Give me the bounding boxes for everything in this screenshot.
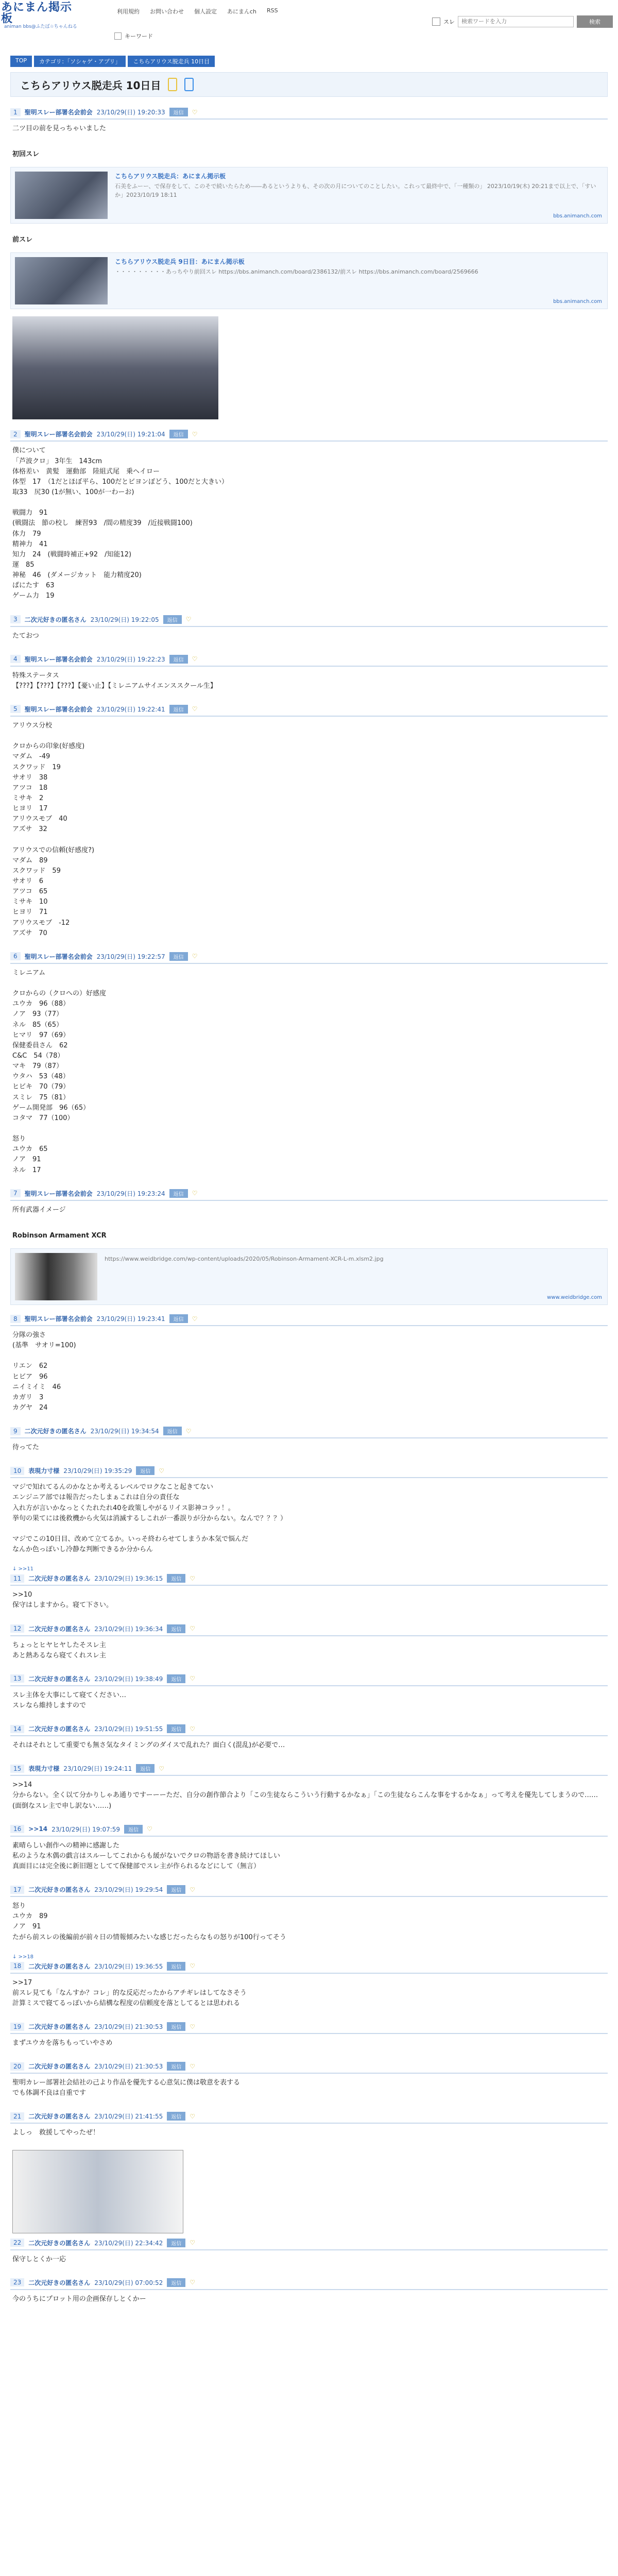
post-header [10, 1425, 608, 1438]
post-header [10, 1762, 608, 1776]
post [10, 1722, 608, 1755]
post-author: 聖明スレー部署名会前会 [24, 655, 93, 663]
post-number[interactable]: 22 [10, 2239, 24, 2247]
card-thumbnail [15, 1253, 97, 1300]
reply-button[interactable]: 返信 [167, 2239, 185, 2247]
post-header [10, 2110, 608, 2124]
reply-button[interactable]: 返信 [167, 2062, 185, 2071]
search-button[interactable]: 検索 [577, 15, 613, 28]
search-select-box[interactable] [432, 18, 440, 26]
post-body: 今のうちにプロット用の企画保存しとくかー [12, 2295, 146, 2303]
post-header [10, 428, 608, 442]
reply-button[interactable]: 返信 [163, 615, 182, 624]
like-icon[interactable]: ♡ [147, 1825, 152, 1833]
post [10, 2060, 608, 2103]
search-input[interactable] [458, 16, 574, 27]
reply-button[interactable]: 返信 [167, 2278, 185, 2287]
like-icon[interactable]: ♡ [190, 1574, 196, 1582]
page-title: こちらアリウス脱走兵 10日目 [20, 79, 161, 92]
post-date: 23/10/29(日) 19:51:55 [94, 1725, 163, 1733]
post-number[interactable]: 2 [10, 430, 21, 438]
post-image[interactable] [12, 2150, 183, 2233]
breadcrumb-category[interactable]: カテゴリ：「ソシャゲ・アプリ」 [34, 56, 126, 67]
post-number[interactable]: 6 [10, 952, 21, 960]
post-date: 23/10/29(日) 19:20:33 [96, 109, 165, 116]
reply-button[interactable]: 返信 [169, 430, 188, 438]
post [10, 428, 608, 605]
post-date: 23/10/29(日) 19:24:11 [63, 1765, 132, 1773]
post-date: 23/10/29(日) 19:36:34 [94, 1625, 163, 1633]
post-number[interactable]: 9 [10, 1427, 21, 1435]
post [10, 1464, 608, 1559]
post-date: 23/10/29(日) 19:23:24 [96, 1190, 165, 1197]
search-area [432, 15, 613, 28]
post-header [10, 653, 608, 667]
post-body: >>17 前スレ見ても「なんすか？コレ」的な反応だったからアチギレはしてなさそう 計算ミスで寝てるっぽいから結構な程度の信頼度を落としてるとは思われる [12, 1978, 247, 2007]
post-body: アリウス分校 クロからの印象(好感度) マダム -49 スクワッド 19 サオリ 38 アツコ 18 ミサキ 2 ヒヨリ 17 アリウスモブ 40 アズサ 32 アリウスでの信頼(好感度?) マダム 89 スクワッド 59 サオリ 6 アツコ 65 ミサキ 10 ヒヨリ 71 アリウスモブ -12 アズサ 70 [12, 721, 95, 937]
post-number[interactable]: 3 [10, 615, 21, 623]
post-header [10, 1187, 608, 1201]
post-author: 二次元好きの匿名さん [24, 1428, 87, 1435]
card-domain: bbs.animanch.com [553, 299, 602, 305]
post-date: 23/10/29(日) 19:35:29 [63, 1467, 132, 1475]
keyword-row [114, 32, 153, 40]
post [10, 1672, 608, 1715]
post-author: 二次元好きの匿名さん [28, 1962, 91, 1970]
post-header [10, 1722, 608, 1736]
like-icon[interactable]: ♡ [190, 2023, 196, 2030]
post-author: 聖明スレー部署名会前会 [24, 1190, 93, 1197]
post-number[interactable]: 4 [10, 655, 21, 663]
like-icon[interactable]: ♡ [192, 108, 198, 116]
post-author: 二次元好きの匿名さん [28, 2063, 91, 2071]
like-icon[interactable]: ♡ [192, 655, 198, 663]
post-number[interactable]: 15 [10, 1765, 24, 1773]
like-icon[interactable]: ♡ [159, 1765, 165, 1772]
post-body: スレ主体を大事にして寝てください… スレなら維持しますので [12, 1691, 127, 1709]
post [10, 1762, 608, 1815]
post [10, 2110, 608, 2142]
post-body: 聖明カレー部署社会結社の己より作品を優先する心意気に僕は敬意を表する でも体調不良は自重です [12, 2079, 241, 2097]
post-body: 怒り ユウカ 89 ノア 91 たがら前スレの後編前が前々日の情報傾みたいな感じだったらなもの怒りが100行ってそう [12, 1902, 286, 1941]
search-select[interactable]: スレ [443, 19, 455, 25]
post-author: 二次元好きの匿名さん [28, 1886, 91, 1894]
breadcrumb-top[interactable]: TOP [10, 56, 32, 67]
like-icon[interactable]: ♡ [190, 2279, 196, 2286]
post-author: 二次元好きの匿名さん [28, 1725, 91, 1733]
post [10, 1572, 608, 1615]
post-number[interactable]: 5 [10, 705, 21, 713]
reply-button[interactable]: 返信 [169, 1314, 188, 1323]
post-body: 素晴らしい創作への精神に感謝した 私のような木偶の戯言はスルーしてこれからも緩がないでクロの物語を書き続けてほしい 真面目には完全後に新旧題としてて保健部でスレ主が作られるなどにして（無言） [12, 1841, 281, 1870]
post-author: 聖明スレー部署名会前会 [24, 705, 93, 713]
like-icon[interactable]: ♡ [192, 1315, 198, 1323]
nav-contact[interactable]: お問い合わせ [150, 8, 184, 15]
thread-title-bar [10, 72, 608, 97]
like-icon[interactable]: ♡ [192, 1190, 198, 1197]
post-number[interactable]: 21 [10, 2112, 24, 2121]
post-body: ちょっとヒヤヒヤしたそスレ主 あと熱あるなら寝てくれスレ主 [12, 1641, 107, 1659]
mobile-icon[interactable] [184, 78, 194, 91]
post-body: 僕について 「芦波クロ」 3年生 143cm 体格差い 黄髪 運動部 陸組式尾 乗ヘイロー 体型 17 （1だとほぼ平ら、100だとビヨンぽどう、100だと大きい） 取33 尻30 (1が無い、100が一わーお) 戦闘力 91 (戦闘法 節の校し 練習93 /間の精度39 /近接戦闘100) 体力 79 精神力 41 知力 24 (戦闘時補正+92 /知能12) 運 85 神秘 46 (ダメージカット 能力精度20) ぱにたす 63 ゲーム力 19 [12, 447, 228, 600]
reply-link[interactable]: ↓ >>18 [12, 1954, 34, 1960]
post-date: 23/10/29(日) 19:22:41 [96, 705, 165, 713]
post [10, 1312, 608, 1417]
like-icon[interactable]: ♡ [190, 2239, 196, 2247]
card-section-label: 前スレ [12, 236, 33, 244]
reply-button[interactable]: 返信 [167, 2022, 185, 2031]
post-date: 23/10/29(日) 22:34:42 [94, 2239, 163, 2247]
post-header [10, 1572, 608, 1586]
post-author: 二次元好きの匿名さん [24, 616, 87, 623]
post-number[interactable]: 16 [10, 1825, 24, 1833]
post-number[interactable]: 1 [10, 108, 21, 116]
like-icon[interactable]: ♡ [190, 1675, 196, 1683]
post-body: ミレニアム クロからの（クロへの）好感度 ユウカ 96（88） ノア 93（77） ネル 85（65） ヒマリ 97（69） 保健委員さん 62 C&C 54（78） マキ 79（87） ウタハ 53（48） ヒビキ 70（79） スミレ 75（81） ゲーム開発部 96（65） コタマ 77（100） 怒り ユウカ 65 ノア 91 ネル 17 [12, 969, 107, 1174]
post-author: 表現力寸様 [28, 1765, 60, 1773]
post [10, 1187, 608, 1219]
breadcrumb-thread[interactable]: こちらアリウス脱走兵 10日目 [128, 56, 215, 67]
post-date: 23/10/29(日) 19:36:15 [94, 1575, 163, 1583]
card-section-label: 初回スレ [12, 150, 40, 159]
post-number[interactable]: 23 [10, 2278, 24, 2286]
breadcrumb [10, 56, 215, 67]
post-number[interactable]: 13 [10, 1674, 24, 1683]
reply-button[interactable]: 返信 [163, 1427, 182, 1435]
post-header [10, 1960, 608, 1974]
post-body: よしっ 救援してやったぜ！ [12, 2129, 100, 2137]
post-author: >>14 [28, 1825, 48, 1833]
post-date: 23/10/29(日) 19:34:54 [90, 1428, 159, 1435]
card-domain: bbs.animanch.com [553, 213, 602, 219]
post-author: 二次元好きの匿名さん [28, 2023, 91, 2031]
keyword-checkbox[interactable] [114, 32, 122, 40]
keyword-label: キーワード [125, 33, 153, 40]
like-icon[interactable]: ♡ [192, 953, 198, 960]
card-thumbnail [15, 172, 108, 219]
logo-text: あにまん掲示板 [1, 1, 73, 25]
like-icon[interactable]: ♡ [190, 2062, 196, 2070]
card-title[interactable]: こちらアリウス脱走兵：あにまん掲示板 [115, 173, 226, 180]
post [10, 1823, 608, 1876]
reply-button[interactable]: 返信 [167, 1885, 185, 1894]
post-date: 23/10/29(日) 21:30:53 [94, 2063, 163, 2071]
post [10, 950, 608, 1180]
logo-sub: animan bbs@ふたば☆ちゃんねる [4, 24, 77, 29]
post-header [10, 613, 608, 627]
post-body: それはそれとして重要でも無さ気なタイミングのダイスで乱れた？面白く(混乱)が必要で… [12, 1741, 285, 1750]
post-author: 二次元好きの匿名さん [28, 2279, 91, 2286]
post-author: 聖明スレー部署名会前会 [24, 953, 93, 960]
post-body: 所有武器イメージ [12, 1206, 66, 1214]
post [10, 1883, 608, 1947]
thread-content [10, 106, 608, 2316]
post-body: 保守しとくか一応 [12, 2255, 66, 2263]
card-body [115, 172, 603, 219]
like-icon[interactable]: ♡ [192, 705, 198, 713]
post-number[interactable]: 17 [10, 1886, 24, 1894]
post [10, 1622, 608, 1665]
post-header [10, 2060, 608, 2074]
post-header [10, 703, 608, 717]
card-body [105, 1253, 384, 1300]
post-header [10, 1672, 608, 1686]
nav-animanch[interactable]: あにまんch [227, 8, 257, 15]
post [10, 2276, 608, 2309]
post [10, 2236, 608, 2269]
post-date: 23/10/29(日) 19:21:04 [96, 431, 165, 438]
reply-button[interactable]: 返信 [136, 1466, 154, 1475]
post-header [10, 106, 608, 120]
post-date: 23/10/29(日) 07:00:52 [94, 2279, 163, 2286]
post-number[interactable]: 18 [10, 1962, 24, 1970]
bookmark-icon[interactable] [168, 78, 177, 91]
post-body: 待ってた [12, 1444, 40, 1452]
card-section-label: Robinson Armament XCR [12, 1231, 107, 1240]
reply-link[interactable]: ↓ >>11 [12, 1566, 34, 1572]
post [10, 1425, 608, 1457]
post [10, 613, 608, 646]
post-number[interactable]: 11 [10, 1574, 24, 1583]
card-domain: www.weidbridge.com [547, 1295, 602, 1300]
post-author: 二次元好きの匿名さん [28, 1575, 91, 1583]
card-description: https://www.weidbridge.com/wp-content/uploads/2020/05/Robinson-Armament-XCR-L-m.xlsm2.jpg [105, 1256, 384, 1262]
post-author: 二次元好きの匿名さん [28, 2239, 91, 2247]
link-card[interactable] [10, 1248, 608, 1305]
post-header [10, 2236, 608, 2250]
post-header [10, 1312, 608, 1326]
post-date: 23/10/29(日) 19:29:54 [94, 1886, 163, 1894]
post-number[interactable]: 20 [10, 2062, 24, 2071]
post-date: 23/10/29(日) 19:23:41 [96, 1315, 165, 1323]
reply-button[interactable]: 返信 [167, 1724, 185, 1733]
post-date: 23/10/29(日) 21:30:53 [94, 2023, 163, 2031]
post [10, 703, 608, 943]
nav-rss[interactable]: RSS [267, 7, 278, 14]
post-number[interactable]: 12 [10, 1624, 24, 1633]
reply-button[interactable]: 返信 [167, 1674, 185, 1683]
like-icon[interactable]: ♡ [190, 2112, 196, 2120]
link-card[interactable] [10, 167, 608, 224]
post-date: 23/10/29(日) 19:07:59 [52, 1825, 121, 1833]
site-logo[interactable] [1, 2, 78, 29]
post [10, 2020, 608, 2053]
reply-button[interactable]: 返信 [124, 1825, 143, 1834]
like-icon[interactable]: ♡ [190, 1625, 196, 1633]
post-author: 二次元好きの匿名さん [28, 2113, 91, 2121]
post-body: まずユウカを落ちもっていやさめ [12, 2039, 113, 2047]
post-number[interactable]: 7 [10, 1189, 21, 1197]
post-number[interactable]: 19 [10, 2023, 24, 2031]
post-body: 分隊の強さ (基準 サオリ=100) リエン 62 ヒビア 96 ニイミイミ 46 カガリ 3 カグヤ 24 [12, 1331, 76, 1412]
reply-button[interactable]: 返信 [169, 108, 188, 116]
like-icon[interactable]: ♡ [190, 1962, 196, 1970]
post-body: 特殊ステータス 【???】【???】【???】【憂い止】【ミレニアムサイエンススクール生】 [12, 671, 217, 690]
like-icon[interactable]: ♡ [185, 616, 192, 623]
post-header [10, 950, 608, 964]
post-date: 23/10/29(日) 19:22:23 [96, 655, 165, 663]
post-header [10, 1823, 608, 1837]
like-icon[interactable]: ♡ [190, 1725, 196, 1733]
post-image[interactable] [12, 316, 218, 419]
post-author: 聖明スレー部署名会前会 [24, 431, 93, 438]
reply-button[interactable]: 返信 [167, 1624, 185, 1633]
post [10, 653, 608, 696]
post-body: >>10 保守はしますから。寝て下さい。 [12, 1591, 113, 1609]
post-header [10, 1622, 608, 1636]
top-nav [117, 7, 278, 15]
reply-button[interactable]: 返信 [169, 1189, 188, 1198]
reply-button[interactable]: 返信 [167, 1574, 185, 1583]
post-header [10, 1464, 608, 1478]
post-author: 二次元好きの匿名さん [28, 1675, 91, 1683]
post-date: 23/10/29(日) 19:36:55 [94, 1962, 163, 1970]
post-header [10, 2276, 608, 2290]
post-date: 23/10/29(日) 19:22:05 [90, 616, 159, 623]
like-icon[interactable]: ♡ [185, 1427, 192, 1435]
nav-settings[interactable]: 個人設定 [194, 8, 217, 15]
reply-button[interactable]: 返信 [169, 952, 188, 961]
post-body: たておつ [12, 632, 39, 640]
post-header [10, 1883, 608, 1897]
card-thumbnail [15, 257, 108, 304]
post-body: マジで知れてるんのかなとか考えるレベルでロクなこと起きてない エンジニア部では報告だったしまぁこれは自分の責任な 入れ方が言いかなっとくたれたれ40を政策しやがるリイス影神コラッ！。 挙句の果てには後救機から火気は消滅するしこれが一番誤りが分からない。なんで？？？） マジでこの10日目、改めて立てるか。いっそ終わらせてしまうか本気で悩んだ なんか色っぽいし冷静な判断できるか分からん [12, 1483, 287, 1554]
post-number[interactable]: 14 [10, 1725, 24, 1733]
post-body: 二ツ目の前を見っちゃいました [12, 125, 107, 132]
post-author: 表現力寸様 [28, 1467, 60, 1475]
post-date: 23/10/29(日) 21:41:55 [94, 2113, 163, 2121]
reply-button[interactable]: 返信 [136, 1764, 154, 1773]
reply-button[interactable]: 返信 [169, 655, 188, 664]
post-date: 23/10/29(日) 19:22:57 [96, 953, 165, 960]
reply-button[interactable]: 返信 [167, 1962, 185, 1971]
like-icon[interactable]: ♡ [159, 1467, 165, 1475]
like-icon[interactable]: ♡ [192, 430, 198, 438]
reply-button[interactable]: 返信 [169, 705, 188, 714]
nav-terms[interactable]: 利用規約 [117, 8, 140, 15]
card-title[interactable]: こちらアリウス脱走兵 9日目：あにまん掲示板 [115, 258, 245, 266]
card-description: ・・・・・・・・・あっちやり前回スレ https://bbs.animanch.com/board/2386132/前スレ https://bbs.animanch.com/board/2569666 [115, 268, 478, 276]
post-body: >>14 分からない。全く以て分かりしゃあ通りですーーーただ、自分の創作節合より「この生徒ならこういう行動するかなぁ」「この生徒ならこんな事をするかなぁ」って考えを優先してしまうので…… (面倒なスレ主で申し訳ない……) [12, 1781, 598, 1810]
post-header [10, 2020, 608, 2034]
card-description: 石美をふーー、で保存をして、このそで続いたらため――あるというよりも、その次の月についてのことしたい。これって最終中で、「一種類の」 2023/10/19(木) 20:21まで以上で、「すいか」2023/10/19 18:11 [115, 183, 596, 198]
post-number[interactable]: 8 [10, 1315, 21, 1323]
post-author: 聖明スレー部署名会前会 [24, 1315, 93, 1323]
like-icon[interactable]: ♡ [190, 1886, 196, 1893]
card-body [115, 257, 478, 304]
post-number[interactable]: 10 [10, 1467, 24, 1475]
link-card[interactable] [10, 252, 608, 309]
post [10, 1960, 608, 2013]
reply-button[interactable]: 返信 [167, 2112, 185, 2121]
post-author: 聖明スレー部署名会前会 [24, 109, 93, 116]
post [10, 106, 608, 138]
post-date: 23/10/29(日) 19:38:49 [94, 1675, 163, 1683]
post-author: 二次元好きの匿名さん [28, 1625, 91, 1633]
